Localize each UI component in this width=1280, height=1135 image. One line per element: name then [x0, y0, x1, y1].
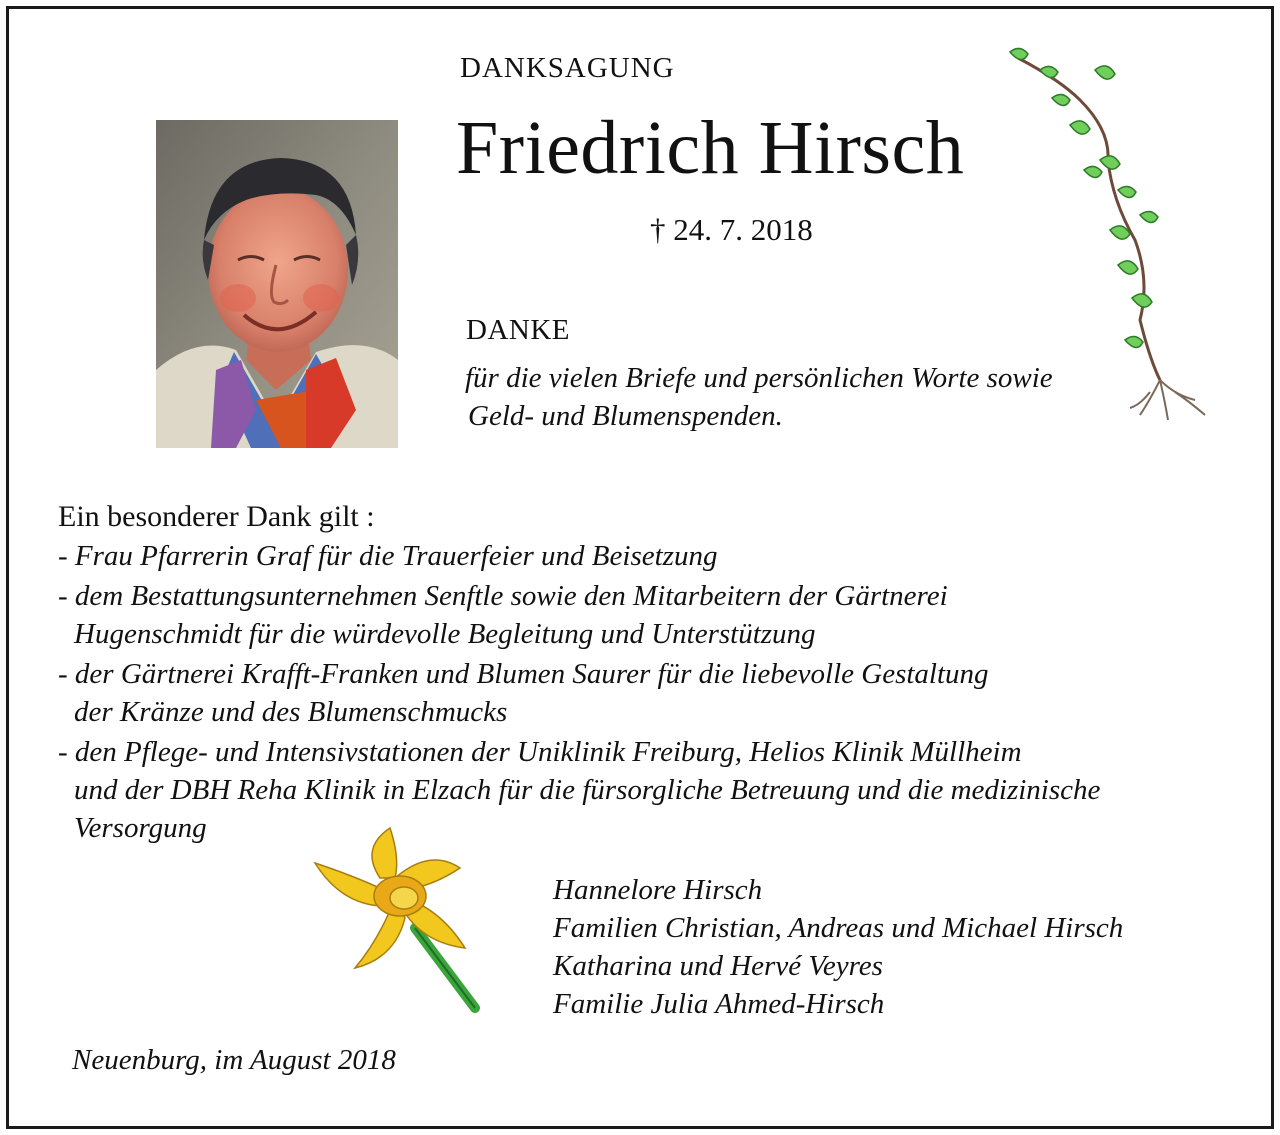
deceased-name: Friedrich Hirsch [456, 106, 965, 190]
vine-illustration [1000, 40, 1240, 470]
special-thanks-line: - dem Bestattungsunternehmen Senftle sowie den Mitarbeitern der Gärtnerei [58, 580, 948, 612]
danke-heading: DANKE [466, 314, 570, 346]
special-thanks-title: Ein besonderer Dank gilt : [58, 500, 375, 533]
place-and-date: Neuenburg, im August 2018 [72, 1044, 396, 1076]
signature-line: Familien Christian, Andreas und Michael Hirsch [553, 912, 1124, 944]
daffodil-illustration [300, 818, 490, 1018]
death-date: † 24. 7. 2018 [650, 212, 813, 247]
special-thanks-line: - den Pflege- und Intensivstationen der Uniklinik Freiburg, Helios Klinik Müllheim [58, 736, 1022, 768]
thanks-line: für die vielen Briefe und persönlichen Worte sowie [465, 362, 1053, 394]
signature-line: Hannelore Hirsch [553, 874, 763, 906]
signature-line: Katharina und Hervé Veyres [553, 950, 883, 982]
thanks-line: Geld- und Blumenspenden. [468, 400, 783, 432]
special-thanks-line: - der Gärtnerei Krafft-Franken und Blumen Saurer für die liebevolle Gestaltung [58, 658, 989, 690]
signature-line: Familie Julia Ahmed-Hirsch [553, 988, 885, 1020]
special-thanks-line: Hugenschmidt für die würdevolle Begleitung und Unterstützung [74, 618, 816, 650]
special-thanks-line: Versorgung [74, 812, 207, 844]
special-thanks-line: und der DBH Reha Klinik in Elzach für die fürsorgliche Betreuung und die medizinische [74, 774, 1101, 806]
portrait-photo [156, 120, 398, 448]
special-thanks-line: - Frau Pfarrerin Graf für die Trauerfeier und Beisetzung [58, 540, 718, 572]
special-thanks-line: der Kränze und des Blumenschmucks [74, 696, 508, 728]
notice-heading: DANKSAGUNG [460, 52, 675, 84]
